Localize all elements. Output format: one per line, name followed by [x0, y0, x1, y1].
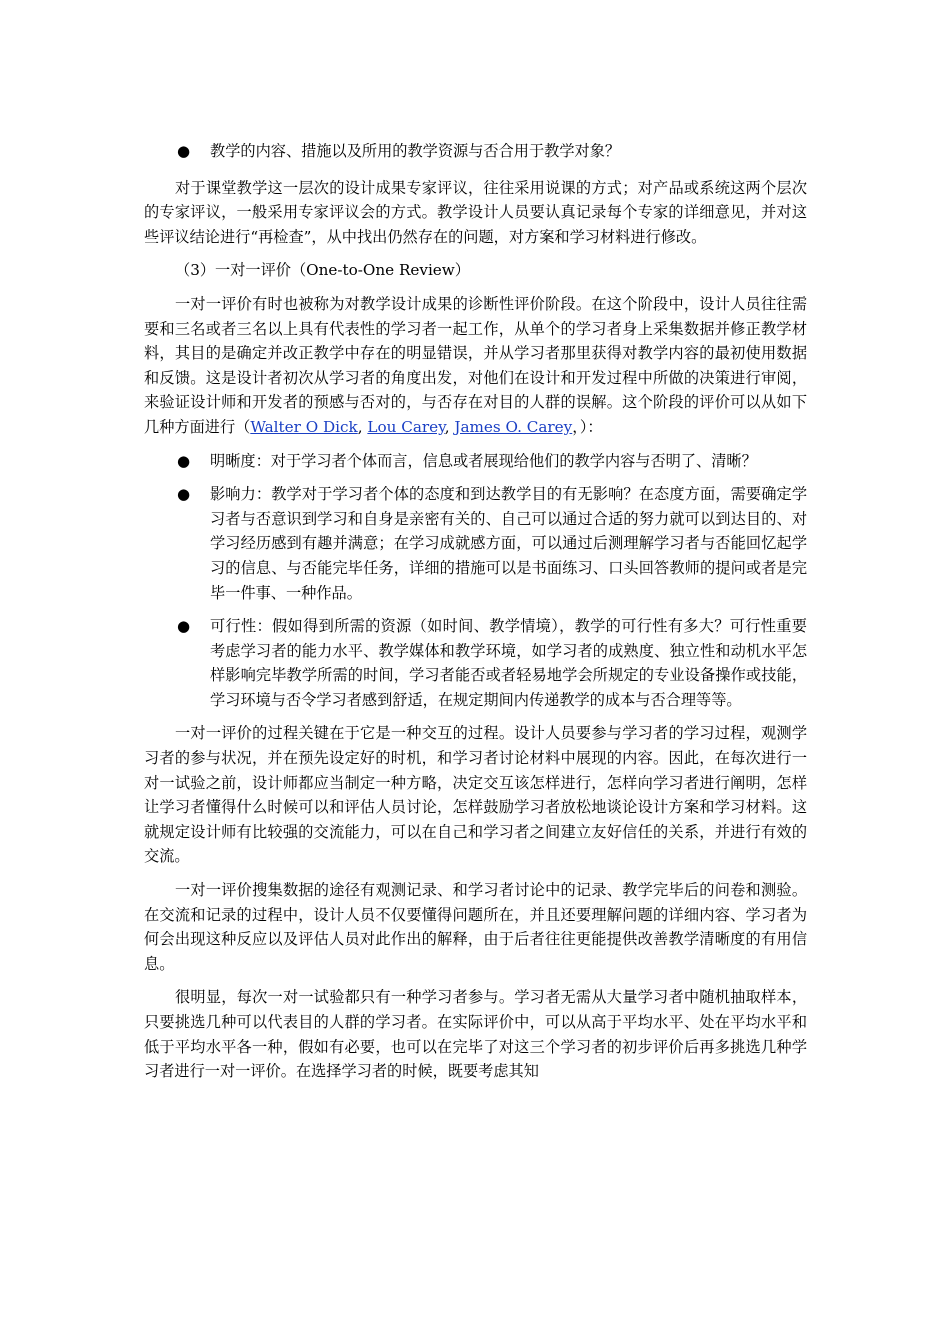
bullet-icon: ● [177, 485, 191, 504]
paragraph-text: 一对一评价有时也被称为对教学设计成果的诊断性评价阶段。在这个阶段中，设计人员往往需要和三名或者三名以上具有代表性的学习者一起工作，从单个的学习者身上采集数据并修正教学材料，其目的是确定并改正教学中存在的明显错误，并从学习者那里获得对教学内容的最初使用数据和反馈。这是设计者初次从学习者的角度出发，对他们在设计和开发过程中所做的决策进行审阅，来验证设计师和开发者的预感与否对的，与否存在对目的人群的误解。这个阶段的评价可以从如下几种方面进行（ [144, 294, 807, 436]
bullet-item-feasibility [144, 614, 807, 712]
bullet-text: 教学的内容、措施以及所用的教学资源与否合用于教学对象？ [210, 142, 621, 160]
reference-link-james-carey[interactable]: James O. Carey [454, 417, 573, 436]
reference-link-lou-carey[interactable]: Lou Carey [367, 417, 445, 436]
bullet-text: 明晰度：对于学习者个体而言，信息或者展现给他们的教学内容与否明了、清晰？ [210, 451, 757, 470]
bullet-icon: ● [177, 142, 191, 160]
bullet-item-content-fit [144, 139, 807, 164]
paragraph-interaction: 一对一评价的过程关键在于它是一种交互的过程。设计人员要参与学习者的学习过程，观测学习者的参与状况，并在预先设定好的时机，和学习者讨论材料中展现的内容。因此，在每次进行一对一试验之前，设计师都应当制定一种方略，决定交互该怎样进行，怎样向学习者进行阐明，怎样让学习者懂得什么时候可以和评估人员讨论，怎样鼓励学习者放松地谈论设计方案和学习材料。这就规定设计师有比较强的交流能力，可以在自己和学习者之间建立友好信任的关系，并进行有效的交流。 [144, 724, 807, 866]
reference-link-dick[interactable]: Walter O Dick [250, 417, 358, 436]
bullet-text: 影响力：教学对于学习者个体的态度和到达教学目的有无影响？在态度方面，需要确定学习者与否意识到学习和自身是亲密有关的、自己可以通过合适的努力就可以到达目的、对学习经历感到有趣并满意；在学习成就感方面，可以通过后测理解学习者与否能回忆起学习的信息、与否能完毕任务，详细的措施可以是书面练习、口头回答教师的提问或者是完毕一件事、一种作品。 [210, 485, 807, 602]
reference-separator: , [357, 417, 363, 436]
paragraph-data-collection: 一对一评价搜集数据的途径有观测记录、和学习者讨论中的记录、教学完毕后的问卷和测验。在交流和记录的过程中，设计人员不仅要懂得问题所在，并且还要理解问题的详细内容、学习者为何会出现这种反应以及评估人员对此作出的解释，由于后者往往更能提供改善教学清晰度的有用信息。 [144, 881, 807, 973]
reference-separator: , [444, 417, 450, 436]
section-heading: （3）一对一评价（One-to-One Review） [175, 261, 470, 280]
bullet-icon: ● [177, 617, 191, 636]
paragraph-one-to-one [144, 292, 807, 440]
paragraph-expert-review: 对于课堂教学这一层次的设计成果专家评议，往往采用说课的方式；对产品或系统这两个层次的专家评议，一般采用专家评议会的方式。教学设计人员要认真记录每个专家的详细意见，并对这些评议结论进行“再检查”，从中找出仍然存在的问题，对方案和学习材料进行修改。 [144, 178, 807, 246]
bullet-icon: ● [177, 451, 191, 470]
paragraph-text-end: ，）： [572, 417, 603, 436]
bullet-item-impact [144, 482, 807, 605]
bullet-item-clarity [144, 449, 807, 474]
paragraph-learner-selection: 很明显，每次一对一试验都只有一种学习者参与。学习者无需从大量学习者中随机抽取样本，只要挑选几种可以代表目的人群的学习者。在实际评价中，可以从高于平均水平、处在平均水平和低于平均水平各一种，假如有必要，也可以在完毕了对这三个学习者的初步评价后再多挑选几种学习者进行一对一评价。在选择学习者的时候，既要考虑其知 [144, 988, 807, 1081]
bullet-text: 可行性：假如得到所需的资源（如时间、教学情境），教学的可行性有多大？可行性重要考虑学习者的能力水平、教学媒体和教学环境，如学习者的成熟度、独立性和动机水平怎样影响完毕教学所需的时间，学习者能否或者轻易地学会所规定的专业设备操作或技能，学习环境与否令学习者感到舒适，在规定期间内传递教学的成本与否合理等等。 [210, 617, 807, 709]
